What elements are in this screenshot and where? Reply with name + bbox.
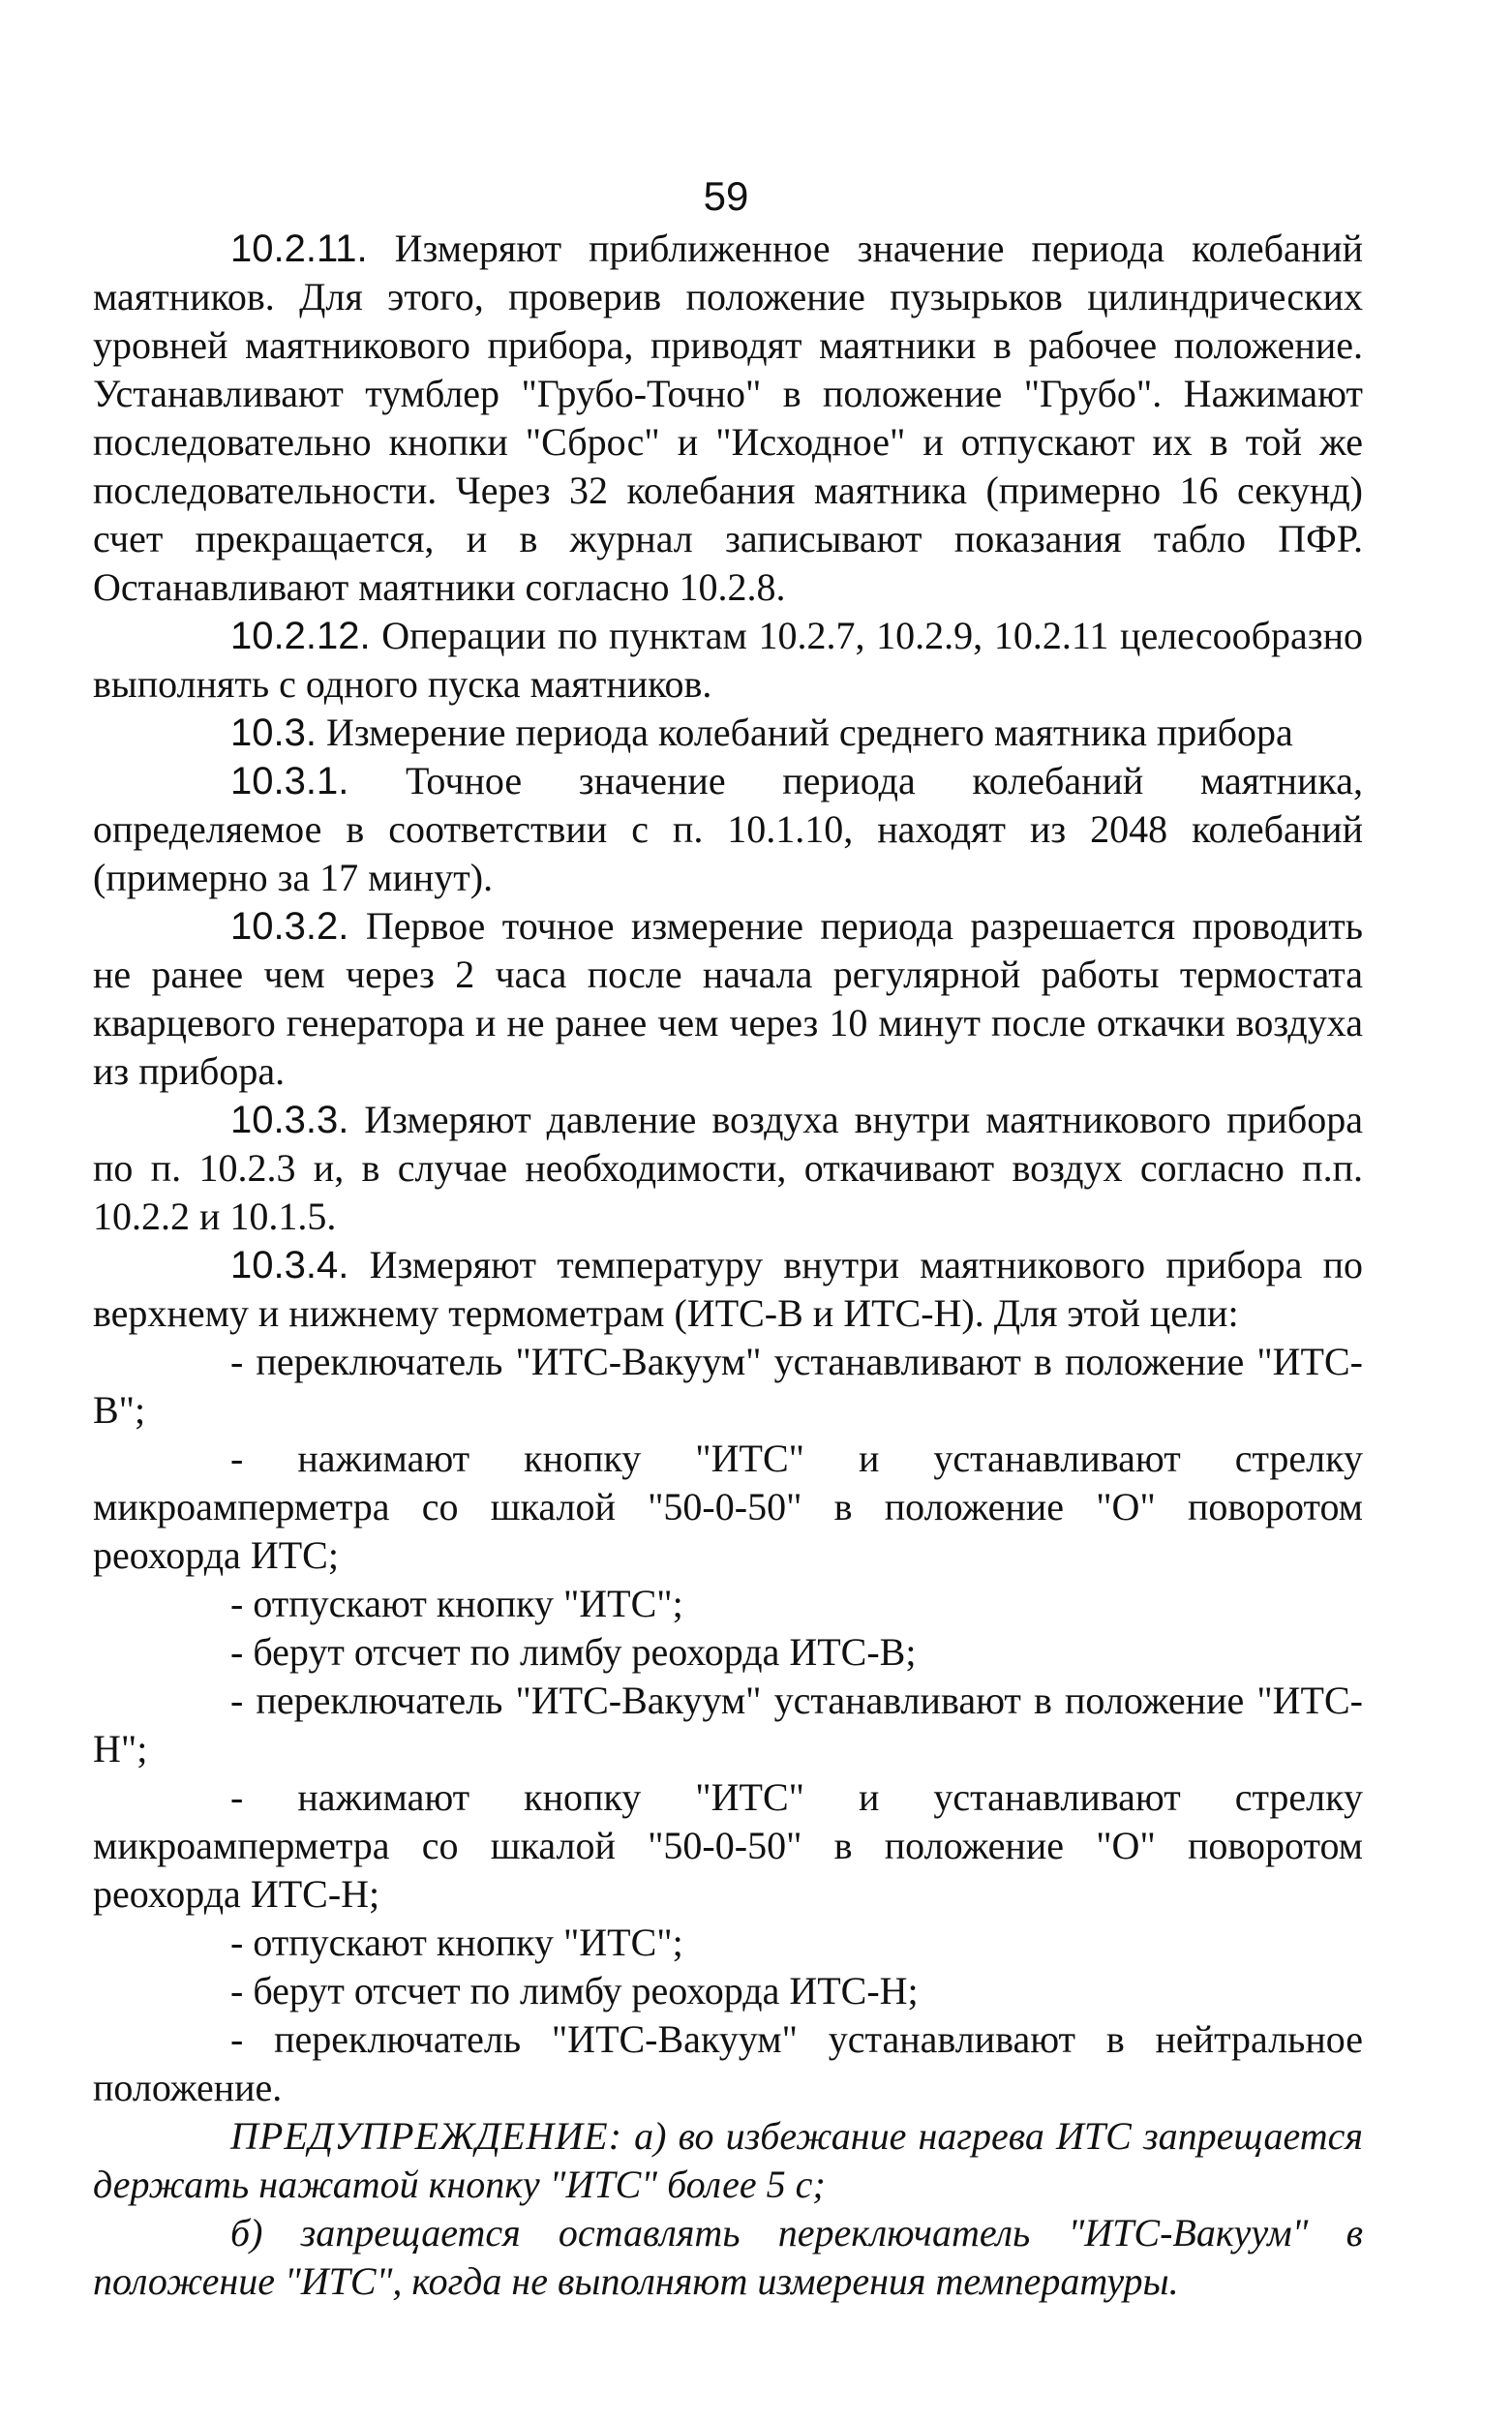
paragraph-number: 10.3.4. — [230, 1244, 349, 1286]
list-item: - переключатель "ИТС-Вакуум" устанавливают в нейтральное положение. — [93, 2017, 1363, 2109]
body-text — [93, 225, 1363, 2306]
warning-text-a: а) во избежание нагрева ИТС запрещается держать нажатой кнопку "ИТС" более 5 с; — [93, 2114, 1364, 2206]
paragraph-10-2-12 — [93, 612, 1363, 709]
paragraph-number: 10.3.3. — [230, 1099, 349, 1141]
list-item: - отпускают кнопку "ИТС"; — [230, 1921, 683, 1964]
paragraph-text: Измеряют температуру внутри маятникового прибора по верхнему и нижнему термометрам (ИТС-В и ИТС-Н). Для этой цели: — [93, 1243, 1363, 1335]
list-item: - переключатель "ИТС-Вакуум" устанавливают в положение "ИТС-Н"; — [93, 1679, 1363, 1770]
list-item: - берут отсчет по лимбу реохорда ИТС-В; — [230, 1630, 917, 1674]
page-number: 59 — [703, 173, 749, 219]
paragraph-10-3-1 — [93, 757, 1363, 902]
paragraph-number: 10.3. — [230, 711, 317, 754]
warning-part-b: б) запрещается оставлять переключатель "ИТС-Вакуум" в положение "ИТС", когда не выполняют измерения температуры. — [93, 2211, 1363, 2303]
paragraph-10-3-2 — [93, 902, 1363, 1096]
list-item: - берут отсчет по лимбу реохорда ИТС-Н; — [230, 1969, 919, 2012]
paragraph-number: 10.3.2. — [230, 905, 349, 948]
paragraph-text: Первое точное измерение периода разрешается проводить не ранее чем через 2 часа после начала регулярной работы термостата кварцевого генератора и не ранее чем через 10 минут после откачки воздуха из прибора. — [93, 904, 1364, 1093]
warning-part-a — [93, 2112, 1363, 2209]
paragraph-text: Операции по пунктам 10.2.7, 10.2.9, 10.2.11 целесообразно выполнять с одного пуска маятников. — [93, 614, 1363, 706]
list-item: - нажимают кнопку "ИТС" и устанавливают стрелку микроамперметра со шкалой "50-0-50" в положение "О" поворотом реохорда ИТС; — [93, 1437, 1363, 1577]
paragraph-number: 10.2.11. — [230, 227, 368, 270]
section-heading-10-3 — [93, 709, 1363, 757]
list-item: - переключатель "ИТС-Вакуум" устанавливают в положение "ИТС-В"; — [93, 1340, 1363, 1432]
paragraph-text: Измеряют приближенное значение периода колебаний маятников. Для этого, проверив положение пузырьков цилиндрических уровней маятникового прибора, приводят маятники в рабочее положение. Устанавливают тумблер "Грубо-Точно" в положение "Грубо". Нажимают последовательно кнопки "Сброс" и "Исходное" и отпускают их в той же последовательности. Через 32 колебания маятника (примерно 16 секунд) счет прекращается, и в журнал записывают показания табло ПФР. Останавливают маятники согласно 10.2.8. — [93, 227, 1364, 609]
list-item: - нажимают кнопку "ИТС" и устанавливают стрелку микроамперметра со шкалой "50-0-50" в положение "О" поворотом реохорда ИТС-Н; — [93, 1775, 1363, 1916]
paragraph-10-3-4 — [93, 1241, 1363, 1338]
paragraph-number: 10.3.1. — [230, 760, 349, 802]
list-item: - отпускают кнопку "ИТС"; — [230, 1582, 683, 1625]
paragraph-text: Измеряют давление воздуха внутри маятникового прибора по п. 10.2.3 и, в случае необходимости, откачивают воздух согласно п.п. 10.2.2 и 10.1.5. — [93, 1098, 1364, 1238]
paragraph-text: Точное значение периода колебаний маятника, определяемое в соответствии с п. 10.1.10, находят из 2048 колебаний (примерно за 17 минут). — [93, 759, 1364, 899]
paragraph-number: 10.2.12. — [230, 615, 371, 657]
warning-heading: ПРЕДУПРЕЖДЕНИЕ: — [230, 2114, 622, 2158]
paragraph-10-2-11 — [93, 225, 1363, 612]
paragraph-text: Измерение периода колебаний среднего маятника прибора — [325, 711, 1293, 754]
paragraph-10-3-3 — [93, 1096, 1363, 1241]
